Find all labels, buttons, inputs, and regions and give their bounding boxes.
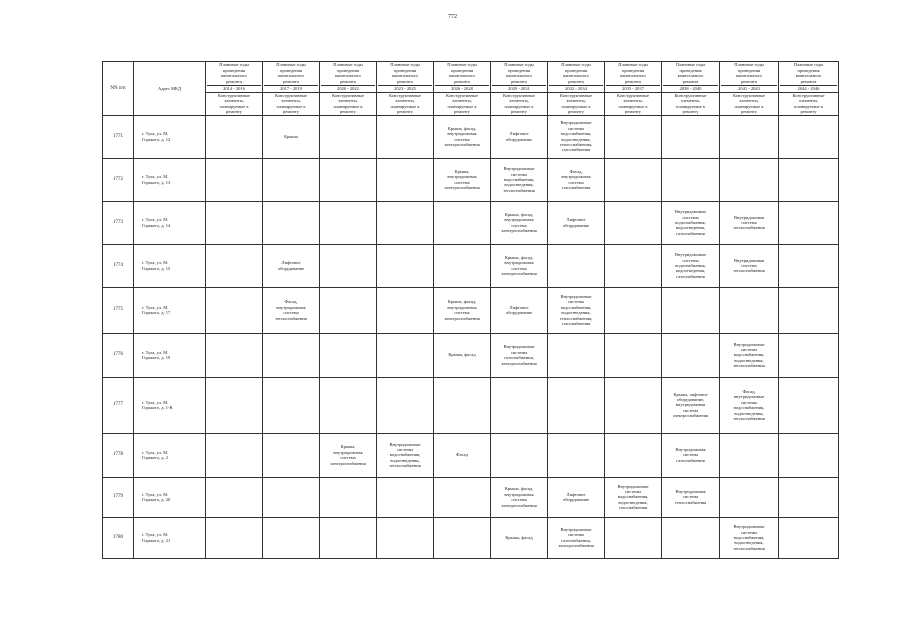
row-cell-period-9 (720, 158, 779, 201)
header-period-10 (779, 62, 839, 93)
row-cell-period-4 (434, 201, 491, 244)
row-address: г. Тула, ул. М. Горького, д. 17 (134, 287, 206, 333)
header-elements-7: Конструктивные элементы, планируемые к ремонту (605, 93, 662, 116)
row-cell-period-6 (548, 244, 605, 287)
row-cell-period-5: Внутридомовые системы водоснабжения, водоотведения, теплоснабжения (491, 158, 548, 201)
row-cell-period-7 (605, 333, 662, 377)
period-title: Плановые годы проведения капитального ремонта (606, 62, 660, 86)
row-cell-period-1 (263, 517, 320, 558)
header-elements-10: Конструктивные элементы, планируемые к ремонту (779, 93, 839, 116)
row-cell-period-5: Внутридомовые системы газоснабжения, электроснабжения (491, 333, 548, 377)
row-cell-period-1 (263, 201, 320, 244)
row-cell-period-4: Крыша, фасад, внутридомовая система электроснабжения (434, 115, 491, 158)
header-period-9 (720, 62, 779, 93)
period-years: 2038 - 2040 (679, 86, 702, 92)
row-cell-period-3 (377, 333, 434, 377)
row-cell-period-9 (720, 433, 779, 477)
row-cell-period-8: Внутридомовая система газоснабжения (662, 433, 720, 477)
row-number: 1780 (103, 517, 134, 558)
row-cell-period-1 (263, 477, 320, 517)
row-cell-period-6: Внутридомовые системы водоснабжения, водоотведения, теплоснабжения, газоснабжения (548, 287, 605, 333)
header-elements-6: Конструктивные элементы, планируемые к ремонту (548, 93, 605, 116)
row-number: 1778 (103, 433, 134, 477)
row-cell-period-3 (377, 287, 434, 333)
row-cell-period-5: Крыша, фасад, внутридомовая система электроснабжения (491, 201, 548, 244)
row-cell-period-2 (320, 244, 377, 287)
table-row (103, 333, 839, 377)
period-years: 2041 - 2043 (738, 86, 760, 92)
row-cell-period-4: Фасад (434, 433, 491, 477)
row-cell-period-0 (206, 377, 263, 433)
row-cell-period-8 (662, 115, 720, 158)
row-cell-period-0 (206, 287, 263, 333)
row-cell-period-5: Крыша, фасад, внутридомовая система электроснабжения (491, 477, 548, 517)
row-cell-period-4: Крыша, фасад (434, 333, 491, 377)
header-row-number: NN п/п (103, 62, 134, 116)
header-row-periods (103, 62, 839, 93)
period-years: 2023 - 2025 (394, 86, 416, 92)
period-title: Плановые годы проведения капитального ремонта (435, 62, 489, 86)
row-cell-period-9: Внутридомовые системы водоснабжения, водоотведения, теплоснабжения (720, 333, 779, 377)
row-cell-period-10 (779, 287, 839, 333)
row-address: г. Тула, ул. М. Горького, д. 15 (134, 244, 206, 287)
header-elements-2: Конструктивные элементы, планируемые к ремонту (320, 93, 377, 116)
row-cell-period-4 (434, 517, 491, 558)
header-period-7 (605, 62, 662, 93)
row-cell-period-6: Лифтовое оборудование (548, 477, 605, 517)
header-period-4 (434, 62, 491, 93)
row-cell-period-6 (548, 433, 605, 477)
row-cell-period-7 (605, 158, 662, 201)
row-number: 1773 (103, 201, 134, 244)
table-row (103, 158, 839, 201)
row-cell-period-9 (720, 287, 779, 333)
row-cell-period-3 (377, 377, 434, 433)
row-cell-period-4 (434, 377, 491, 433)
header-period-8 (662, 62, 720, 93)
row-cell-period-7 (605, 433, 662, 477)
period-title: Плановые годы проведения капитального ремонта (492, 62, 546, 86)
period-title: Плановые годы проведения капитального ремонта (264, 62, 318, 86)
period-years: 2017 - 2019 (280, 86, 302, 92)
row-cell-period-5: Лифтовое оборудование (491, 287, 548, 333)
row-cell-period-10 (779, 377, 839, 433)
row-number: 1775 (103, 287, 134, 333)
row-address: г. Тула, ул. М. Горького, д. 1-В (134, 377, 206, 433)
period-years: 2044 - 2046 (797, 86, 820, 92)
row-cell-period-4 (434, 244, 491, 287)
header-elements-8: Конструктивные элементы, планируемые к ремонту (662, 93, 720, 116)
header-period-5 (491, 62, 548, 93)
row-cell-period-0 (206, 433, 263, 477)
header-elements-4: Конструктивные элементы, планируемые к ремонту (434, 93, 491, 116)
row-cell-period-3 (377, 201, 434, 244)
period-title: Плановые годы проведения капитального ремонта (207, 62, 261, 86)
period-title: Плановые годы проведения капитального ремонта (321, 62, 375, 86)
row-cell-period-2 (320, 477, 377, 517)
row-cell-period-8: Внутридомовая система теплоснабжения (662, 477, 720, 517)
header-period-3 (377, 62, 434, 93)
table-header (103, 62, 839, 116)
row-cell-period-10 (779, 158, 839, 201)
row-cell-period-2 (320, 201, 377, 244)
row-cell-period-2: Крыша, внутридомовая система электроснабжения (320, 433, 377, 477)
row-cell-period-8 (662, 517, 720, 558)
header-elements-1: Конструктивные элементы, планируемые к ремонту (263, 93, 320, 116)
page-number: 772 (448, 14, 457, 20)
row-cell-period-5: Лифтовое оборудование (491, 115, 548, 158)
row-cell-period-6: Внутридомовые системы водоснабжения, водоотведения, теплоснабжения, газоснабжения (548, 115, 605, 158)
row-cell-period-2 (320, 287, 377, 333)
header-address: Адрес МКД (134, 62, 206, 116)
row-cell-period-0 (206, 201, 263, 244)
row-cell-period-3 (377, 158, 434, 201)
row-cell-period-9: Внутридомовые системы водоснабжения, водоотведения, теплоснабжения (720, 517, 779, 558)
row-cell-period-9: Фасад, внутридомовые системы водоснабжения, водоотведения, теплоснабжения (720, 377, 779, 433)
row-cell-period-10 (779, 333, 839, 377)
period-title: Плановые годы проведения капитального ремонта (663, 62, 718, 86)
row-cell-period-2 (320, 333, 377, 377)
row-cell-period-7 (605, 287, 662, 333)
row-cell-period-8: Крыша, лифтовое оборудование, внутридомовая система электроснабжения (662, 377, 720, 433)
period-years: 2029 - 2031 (508, 86, 530, 92)
period-title: Плановые годы проведения капитального ремонта (378, 62, 432, 86)
table-row (103, 477, 839, 517)
period-title: Плановые годы проведения капитального ремонта (780, 62, 837, 86)
row-cell-period-1 (263, 333, 320, 377)
period-years: 2020 - 2022 (337, 86, 359, 92)
row-number: 1774 (103, 244, 134, 287)
period-years: 2035 - 2037 (622, 86, 644, 92)
table-row (103, 377, 839, 433)
row-cell-period-0 (206, 158, 263, 201)
capital-repair-plan-table (102, 61, 839, 559)
row-cell-period-3 (377, 477, 434, 517)
header-period-2 (320, 62, 377, 93)
row-cell-period-0 (206, 517, 263, 558)
row-cell-period-7 (605, 244, 662, 287)
row-cell-period-1: Крыша (263, 115, 320, 158)
capital-repair-table-wrapper (102, 61, 838, 559)
row-cell-period-8: Внутридомовые системы водоснабжения, водоотведения, газоснабжения (662, 244, 720, 287)
row-cell-period-2 (320, 115, 377, 158)
row-cell-period-6 (548, 377, 605, 433)
row-cell-period-7 (605, 377, 662, 433)
row-cell-period-9: Внутридомовая система теплоснабжения (720, 201, 779, 244)
table-row (103, 115, 839, 158)
header-period-6 (548, 62, 605, 93)
period-years: 2032 - 2034 (565, 86, 587, 92)
row-number: 1776 (103, 333, 134, 377)
row-address: г. Тула, ул. М. Горького, д. 14 (134, 201, 206, 244)
row-cell-period-9: Внутридомовая система теплоснабжения (720, 244, 779, 287)
row-address: г. Тула, ул. М. Горького, д. 21 (134, 517, 206, 558)
row-cell-period-5: Крыша, фасад, внутридомовая система электроснабжения (491, 244, 548, 287)
row-cell-period-1: Лифтовое оборудование (263, 244, 320, 287)
row-cell-period-0 (206, 333, 263, 377)
row-cell-period-10 (779, 433, 839, 477)
row-address: г. Тула, ул. М. Горького, д. 13 (134, 158, 206, 201)
row-cell-period-6: Фасад, внутридомовая система газоснабжения (548, 158, 605, 201)
table-row (103, 517, 839, 558)
row-cell-period-4: Крыша, внутридомовая система электроснабжения (434, 158, 491, 201)
row-cell-period-8 (662, 287, 720, 333)
header-elements-5: Конструктивные элементы, планируемые к ремонту (491, 93, 548, 116)
row-number: 1771 (103, 115, 134, 158)
header-period-1 (263, 62, 320, 93)
row-cell-period-8: Внутридомовые системы водоснабжения, водоотведения, газоснабжения (662, 201, 720, 244)
row-cell-period-7 (605, 115, 662, 158)
row-cell-period-7 (605, 201, 662, 244)
header-elements-9: Конструктивные элементы, планируемые к ремонту (720, 93, 779, 116)
row-cell-period-6: Лифтовое оборудование (548, 201, 605, 244)
table-body (103, 115, 839, 558)
row-cell-period-4 (434, 477, 491, 517)
row-cell-period-0 (206, 477, 263, 517)
row-cell-period-1 (263, 433, 320, 477)
row-cell-period-10 (779, 517, 839, 558)
header-elements-0: Конструктивные элементы, планируемые к ремонту (206, 93, 263, 116)
row-cell-period-4: Крыша, фасад, внутридомовая система электроснабжения (434, 287, 491, 333)
table-row (103, 244, 839, 287)
row-cell-period-5: Крыша, фасад (491, 517, 548, 558)
row-cell-period-2 (320, 517, 377, 558)
row-cell-period-9 (720, 115, 779, 158)
row-cell-period-10 (779, 115, 839, 158)
row-cell-period-10 (779, 244, 839, 287)
row-cell-period-1 (263, 158, 320, 201)
row-cell-period-3 (377, 115, 434, 158)
row-address: г. Тула, ул. М. Горького, д. 12 (134, 115, 206, 158)
table-row (103, 201, 839, 244)
row-number: 1772 (103, 158, 134, 201)
period-years: 2014 - 2016 (223, 86, 245, 92)
row-cell-period-0 (206, 244, 263, 287)
row-cell-period-1: Фасад, внутридомовая система теплоснабжения (263, 287, 320, 333)
row-cell-period-3: Внутридомовые системы водоснабжения, водоотведения, теплоснабжения (377, 433, 434, 477)
table-row (103, 433, 839, 477)
period-title: Плановые годы проведения капитального ремонта (549, 62, 603, 86)
row-address: г. Тула, ул. М. Горького, д. 2 (134, 433, 206, 477)
row-cell-period-8 (662, 333, 720, 377)
row-cell-period-2 (320, 158, 377, 201)
row-number: 1777 (103, 377, 134, 433)
row-cell-period-5 (491, 377, 548, 433)
header-row-elements (103, 93, 839, 116)
period-title: Плановые годы проведения капитального ремонта (721, 62, 777, 86)
row-cell-period-2 (320, 377, 377, 433)
row-cell-period-5 (491, 433, 548, 477)
row-cell-period-10 (779, 201, 839, 244)
header-elements-3: Конструктивные элементы, планируемые к ремонту (377, 93, 434, 116)
row-address: г. Тула, ул. М. Горького, д. 19 (134, 333, 206, 377)
row-cell-period-6 (548, 333, 605, 377)
table-row (103, 287, 839, 333)
row-cell-period-3 (377, 244, 434, 287)
row-cell-period-0 (206, 115, 263, 158)
row-cell-period-9 (720, 477, 779, 517)
period-years: 2026 - 2028 (451, 86, 473, 92)
row-cell-period-6: Внутридомовые системы газоснабжения, электроснабжения (548, 517, 605, 558)
row-cell-period-10 (779, 477, 839, 517)
row-number: 1779 (103, 477, 134, 517)
row-cell-period-3 (377, 517, 434, 558)
header-period-0 (206, 62, 263, 93)
row-cell-period-7: Внутридомовые системы водоснабжения, водоотведения, газоснабжения (605, 477, 662, 517)
row-cell-period-8 (662, 158, 720, 201)
row-cell-period-1 (263, 377, 320, 433)
row-address: г. Тула, ул. М. Горького, д. 20 (134, 477, 206, 517)
row-cell-period-7 (605, 517, 662, 558)
